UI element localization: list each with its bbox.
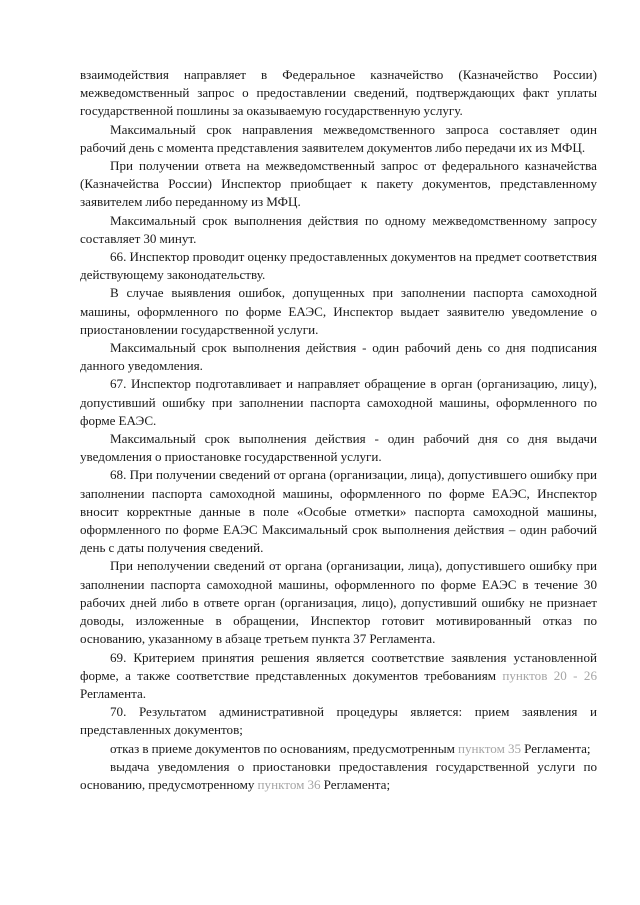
paragraph-14-text: отказ в приеме документов по основаниям, предусмотренным xyxy=(110,740,458,756)
paragraph-4: Максимальный срок выполнения действия по одному межведомственному запросу составляет 30 минут. xyxy=(80,212,597,246)
paragraph-2: Максимальный срок направления межведомственного запроса составляет один рабочий день с момента представления заявителем документов либо передачи их из МФЦ. xyxy=(80,121,597,155)
paragraph-5: 66. Инспектор проводит оценку предоставленных документов на предмет соответствия действующему законодательству. xyxy=(80,249,597,283)
paragraph-3: При получении ответа на межведомственный запрос от федерального казначейства (Казначейства России) Инспектор приобщает к пакету документов, представленному заявителем либо переданному из МФЦ. xyxy=(80,158,597,210)
paragraph-12-tail: Регламента. xyxy=(80,685,147,701)
paragraph-12-text: 69. Критерием принятия решения является соответствие заявления установленной форме, а также соответствие представленных документов требованиям xyxy=(80,649,597,683)
paragraph-11: При неполучении сведений от органа (организации, лица), допустившего ошибку при заполнении паспорта самоходной машины, оформленного по форме ЕАЭС в течение 30 рабочих дней либо в ответе орган (организация, лицо), допустивший ошибку не признает доводы, изложенные в обращении, Инспектор готовит мотивированный отказ по основанию, указанному в абзаце третьем пункта 37 Регламента. xyxy=(80,558,597,647)
paragraph-12-faded: пунктов 20 - 26 xyxy=(502,667,597,683)
paragraph-14-tail: Регламента; xyxy=(521,740,591,756)
paragraph-12 xyxy=(80,649,597,704)
paragraph-1: взаимодействия направляет в Федеральное казначейство (Казначейство России) межведомственный запрос о предоставлении сведений, подтверждающих факт уплаты государственной пошлины за оказываемую государственную услугу. xyxy=(80,67,597,119)
paragraph-10: 68. При получении сведений от органа (организации, лица), допустившего ошибку при заполнении паспорта самоходной машины, оформленного по форме ЕАЭС, Инспектор вносит корректные данные в поле «Особые отметки» паспорта самоходной машины, оформленного по форме ЕАЭС Максимальный срок выполнения действия – один рабочий день с даты получения сведений. xyxy=(80,467,597,556)
paragraph-15-tail: Регламента; xyxy=(320,776,391,792)
paragraph-13: 70. Результатом административной процедуры является: прием заявления и представленных документов; xyxy=(80,704,597,738)
paragraph-15 xyxy=(80,758,597,794)
paragraph-15-text: выдача уведомления о приостановки предоставления государственной услуги по основанию, предусмотренному xyxy=(80,758,597,792)
paragraph-7: Максимальный срок выполнения действия - один рабочий день со дня подписания данного уведомления. xyxy=(80,340,597,374)
paragraph-8: 67. Инспектор подготавливает и направляет обращение в орган (организацию, лицу), допустивший ошибку при заполнении паспорта самоходной машины, оформленного по форме ЕАЭС. xyxy=(80,376,597,428)
document-body xyxy=(80,66,597,794)
paragraph-9: Максимальный срок выполнения действия - один рабочий дня со дня выдачи уведомления о приостановке государственной услуги. xyxy=(80,431,597,465)
paragraph-14 xyxy=(80,740,597,758)
paragraph-14-faded: пунктом 35 xyxy=(457,740,522,756)
paragraph-6: В случае выявления ошибок, допущенных при заполнении паспорта самоходной машины, оформленного по форме ЕАЭС, Инспектор выдает заявителю уведомление о приостановлении государственной услуги. xyxy=(80,285,597,337)
paragraph-15-faded: пунктом 36 xyxy=(257,776,321,792)
